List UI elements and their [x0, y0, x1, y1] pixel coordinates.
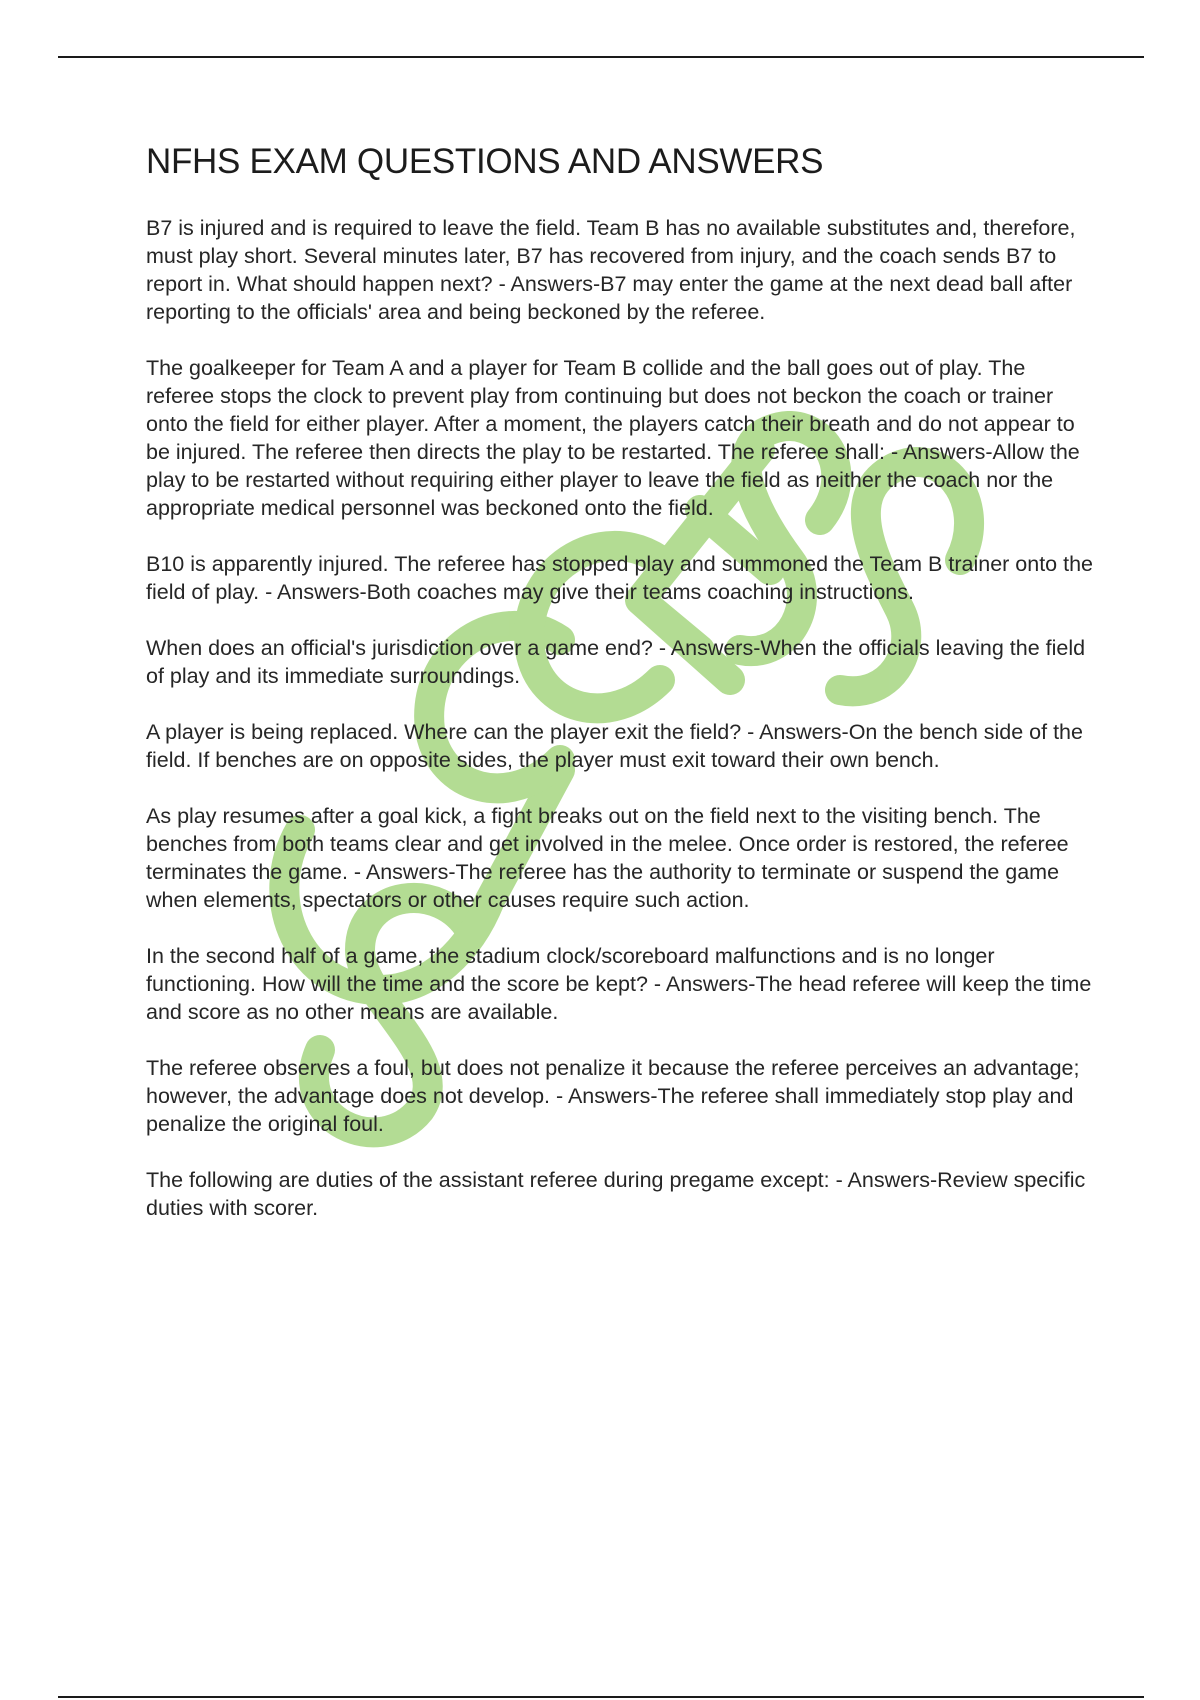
qa-entry: The referee observes a foul, but does not penalize it because the referee perceives an advantage; however, the advantage does not develop. - Answers-The referee shall immediately stop play and penalize the original foul.	[146, 1056, 1080, 1136]
qa-entry: The following are duties of the assistant referee during pregame except: - Answers-Review specific duties with scorer.	[146, 1168, 1086, 1220]
qa-entry: The goalkeeper for Team A and a player for Team B collide and the ball goes out of play. The referee stops the clock to prevent play from continuing but does not beckon the coach or trainer onto the field for either player. After a moment, the players catch their breath and do not appear to be injured. The referee then directs the play to be restarted. The referee shall: - Answers-Allow the play to be restarted without requiring either player to leave the field as neither the coach nor the appropriate medical personnel was beckoned onto the field.	[146, 356, 1080, 520]
qa-entry: As play resumes after a goal kick, a fight breaks out on the field next to the visiting bench. The benches from both teams clear and get involved in the melee. Once order is restored, the referee terminates the game. - Answers-The referee has the authority to terminate or suspend the game when elements, spectators or other causes require such action.	[146, 804, 1069, 912]
document-body	[146, 142, 1096, 1250]
qa-entry: B10 is apparently injured. The referee has stopped play and summoned the Team B trainer onto the field of play. - Answers-Both coaches may give their teams coaching instructions.	[146, 552, 1093, 604]
qa-entry: A player is being replaced. Where can the player exit the field? - Answers-On the bench side of the field. If benches are on opposite sides, the player must exit toward their own bench.	[146, 720, 1083, 772]
bottom-rule	[58, 1696, 1144, 1698]
page-title: NFHS EXAM QUESTIONS AND ANSWERS	[146, 142, 824, 181]
top-rule	[58, 56, 1144, 58]
qa-entry: When does an official's jurisdiction over a game end? - Answers-When the officials leaving the field of play and its immediate surroundings.	[146, 636, 1086, 688]
qa-entry: B7 is injured and is required to leave the field. Team B has no available substitutes and, therefore, must play short. Several minutes later, B7 has recovered from injury, and the coach sends B7 to report in. What should happen next? - Answers-B7 may enter the game at the next dead ball after reporting to the officials' area and being beckoned by the referee.	[146, 216, 1076, 324]
qa-entry: In the second half of a game, the stadium clock/scoreboard malfunctions and is no longer functioning. How will the time and the score be kept? - Answers-The head referee will keep the time and score as no other means are available.	[146, 944, 1092, 1024]
